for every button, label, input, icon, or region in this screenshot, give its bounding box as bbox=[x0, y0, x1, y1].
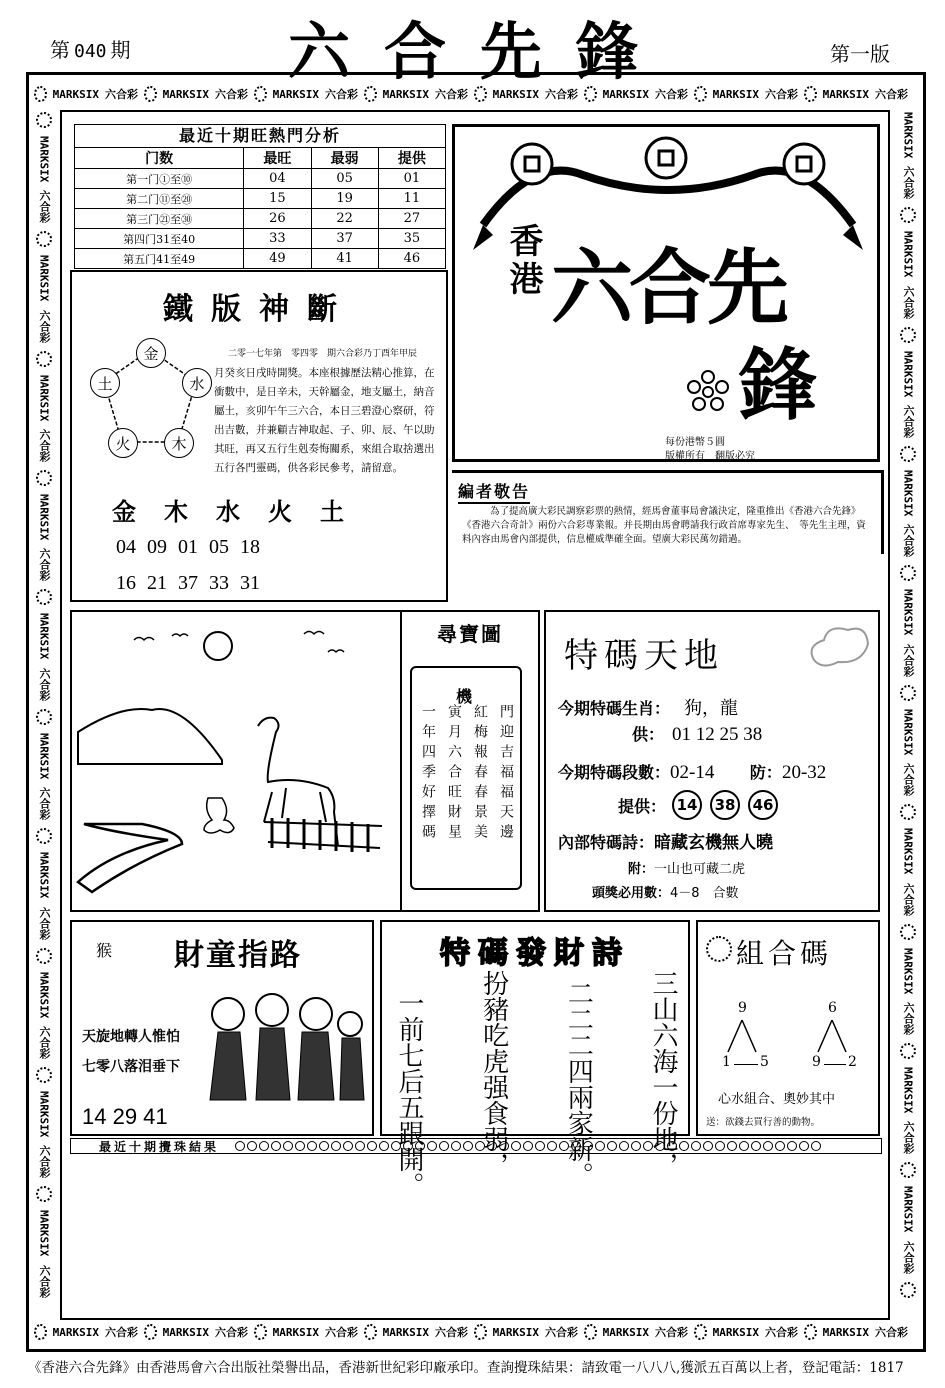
treasure-top-char: 機 bbox=[456, 687, 473, 706]
combo-note: 送：欲錢去買行善的動物。 bbox=[706, 1117, 821, 1128]
provide-row: 提供： 14 38 46 bbox=[618, 790, 786, 820]
flower-icon bbox=[36, 948, 52, 964]
flower-icon bbox=[36, 470, 52, 486]
flower-icon bbox=[36, 351, 52, 367]
offer-row: 供： 01 12 25 38 bbox=[632, 724, 763, 745]
result-circle-icon bbox=[271, 1141, 281, 1151]
result-circle-icon bbox=[715, 1141, 725, 1151]
hot-table-panel bbox=[74, 124, 446, 269]
wealth-zodiac: 猴 bbox=[96, 941, 113, 960]
segment-value: 02-14 bbox=[670, 762, 715, 783]
treasure-title: 尋寶圖 bbox=[437, 622, 503, 646]
logo-feng: 鋒 bbox=[739, 341, 818, 431]
element-fire: 火 bbox=[108, 428, 138, 458]
wealth-panel bbox=[70, 920, 374, 1136]
iron-text-line1: 二零一七年第 零四零 期六合彩乃丁酉年甲辰 bbox=[228, 349, 418, 359]
result-circle-icon bbox=[655, 1141, 665, 1151]
result-circle-icon bbox=[391, 1141, 401, 1151]
flower-icon bbox=[36, 709, 52, 725]
logo-price: 每份港幣５圓 bbox=[665, 437, 725, 448]
result-circle-icon bbox=[727, 1141, 737, 1151]
result-circle-icon bbox=[763, 1141, 773, 1151]
result-circle-icon bbox=[355, 1141, 365, 1151]
flower-icon bbox=[683, 367, 733, 417]
border-strip-right: MARKSIX 六合彩 MARKSIX 六合彩 MARKSIX 六合彩 MARKSIX 六合彩 MARKSIX 六合彩 MARKSIX 六合彩 MARKSIX 六合彩 MARKSIX 六合彩 MARKSIX 六合彩 MARKSIX 六合彩 bbox=[896, 108, 920, 1318]
logo-panel bbox=[452, 124, 880, 462]
treasure-panel bbox=[400, 610, 540, 912]
result-circle-icon bbox=[751, 1141, 761, 1151]
treasure-columns: 門迎吉福福天邊 紅梅報春春景美 寅月六合旺財星 一年四季好擇碼 bbox=[420, 704, 514, 844]
wealth-numbers: 14 29 41 bbox=[82, 1104, 168, 1129]
picture-panel bbox=[70, 610, 402, 912]
result-circle-icon bbox=[427, 1141, 437, 1151]
head-value: 4－8 合數 bbox=[670, 886, 739, 901]
element-earth: 土 bbox=[90, 368, 120, 398]
tri2-bottom-line bbox=[824, 1064, 846, 1065]
results-circles bbox=[235, 1141, 821, 1151]
tri1-bottom-line bbox=[734, 1064, 758, 1065]
flower-icon bbox=[144, 86, 157, 102]
zodiac-row: 今期特碼生肖： 狗，龍 bbox=[558, 698, 739, 719]
coin-icon bbox=[643, 135, 689, 181]
tri1-right: 5 bbox=[760, 1054, 769, 1070]
iron-text-body: 月癸亥日戌時開獎。本座根據歷法精心推算，在衝數中，是日辛未，天幹屬金，地支屬土，納音屬土，亥卯午午三六合，本日三碧澄心察研，符出吉數，并兼顧吉神取起、子、卯、辰、午以助其旺，再又五行生剋奏悔關系，來組合取捨選出五行各門靈碼，供各彩民參考，請留意。 bbox=[214, 367, 435, 474]
flower-icon bbox=[36, 589, 52, 605]
result-circle-icon bbox=[247, 1141, 257, 1151]
flower-icon bbox=[144, 1324, 157, 1340]
flower-icon bbox=[900, 804, 916, 820]
border-strip-bottom: MARKSIX 六合彩 MARKSIX 六合彩 MARKSIX 六合彩 MARKSIX 六合彩 MARKSIX 六合彩 MARKSIX 六合彩 MARKSIX 六合彩 MARKSIX 六合彩 bbox=[34, 1322, 914, 1342]
result-circle-icon bbox=[499, 1141, 509, 1151]
wealth-line2: 七零八落泪垂下 bbox=[82, 1059, 180, 1075]
wealth-line1: 天旋地轉人惟怕 bbox=[82, 1029, 180, 1045]
flower-icon bbox=[474, 86, 487, 102]
result-circle-icon bbox=[463, 1141, 473, 1151]
result-circle-icon bbox=[703, 1141, 713, 1151]
flower-icon bbox=[804, 86, 817, 102]
result-circle-icon bbox=[739, 1141, 749, 1151]
iron-title: 鐵版神斷 bbox=[163, 292, 355, 327]
flower-icon bbox=[900, 446, 916, 462]
result-circle-icon bbox=[607, 1141, 617, 1151]
iron-numbers-row1: 04 09 01 05 18 bbox=[116, 536, 260, 558]
five-elements-label: 金木水火土 bbox=[112, 498, 372, 526]
attach-value: 一山也可藏二虎 bbox=[654, 862, 746, 877]
zodiac-value: 狗，龍 bbox=[684, 698, 739, 719]
result-circle-icon bbox=[691, 1141, 701, 1151]
result-circle-icon bbox=[799, 1141, 809, 1151]
flower-icon bbox=[584, 1324, 597, 1340]
flower-icon bbox=[36, 1186, 52, 1202]
flower-icon bbox=[36, 1067, 52, 1083]
special-panel bbox=[544, 610, 880, 912]
result-circle-icon bbox=[631, 1141, 641, 1151]
special-title: 特碼天地 bbox=[564, 636, 724, 676]
combo-title: 組合碼 bbox=[736, 937, 833, 970]
attach-row: 附：一山也可藏二虎 bbox=[628, 862, 746, 877]
segment-row: 今期特碼段數：02-14 防：20-32 bbox=[558, 762, 827, 783]
coin-icon bbox=[509, 141, 555, 187]
table-row: 第二门⑪至⑳ 15 19 11 bbox=[75, 189, 446, 209]
combo-triangles bbox=[718, 1018, 868, 1060]
combo-circle-icon bbox=[706, 936, 732, 962]
result-circle-icon bbox=[367, 1141, 377, 1151]
result-circle-icon bbox=[259, 1141, 269, 1151]
table-row: 第五门41至49 49 41 46 bbox=[75, 249, 446, 269]
notice-panel bbox=[452, 470, 884, 554]
poem-value: 暗藏玄機無人曉 bbox=[654, 833, 774, 853]
border-strip-left: MARKSIX 六合彩 MARKSIX 六合彩 MARKSIX 六合彩 MARKSIX 六合彩 MARKSIX 六合彩 MARKSIX 六合彩 MARKSIX 六合彩 MARKSIX 六合彩 MARKSIX 六合彩 MARKSIX 六合彩 bbox=[32, 108, 56, 1318]
flower-icon bbox=[254, 86, 267, 102]
result-circle-icon bbox=[307, 1141, 317, 1151]
number-ball: 46 bbox=[748, 790, 778, 820]
issue-number: 040 bbox=[74, 41, 107, 62]
element-water: 水 bbox=[182, 368, 212, 398]
results-label: 最近十期攪珠結果 bbox=[99, 1139, 220, 1154]
result-circle-icon bbox=[547, 1141, 557, 1151]
offer-numbers: 01 12 25 38 bbox=[672, 724, 763, 745]
flower-icon bbox=[804, 1324, 817, 1340]
result-circle-icon bbox=[523, 1141, 533, 1151]
wealth-title: 財童指路 bbox=[174, 938, 302, 973]
table-row: 第三门㉑至㉚ 26 22 27 bbox=[75, 209, 446, 229]
result-circle-icon bbox=[511, 1141, 521, 1151]
result-circle-icon bbox=[775, 1141, 785, 1151]
hot-table-header: 门数 最旺 最弱 提供 bbox=[75, 148, 446, 169]
poem-columns: 三山六海一份地， 二二二四兩家新。 扮豬吃虎强食弱， 一前七后五跟開。 bbox=[394, 970, 678, 1198]
tri2-top: 6 bbox=[828, 1000, 837, 1016]
result-circle-icon bbox=[535, 1141, 545, 1151]
result-circle-icon bbox=[451, 1141, 461, 1151]
tri1-left: 1 bbox=[722, 1054, 731, 1070]
element-wood: 木 bbox=[164, 428, 194, 458]
tri1-top: 9 bbox=[738, 1000, 747, 1016]
iron-numbers-row2: 16 21 37 33 31 bbox=[116, 572, 260, 594]
page-title: 六合先鋒 bbox=[287, 15, 672, 88]
result-circle-icon bbox=[595, 1141, 605, 1151]
head-row: 頭獎必用數：4－8 合數 bbox=[592, 886, 739, 901]
flower-icon bbox=[34, 86, 47, 102]
results-strip bbox=[70, 1138, 882, 1154]
result-circle-icon bbox=[583, 1141, 593, 1151]
hot-table-title: 最近十期旺熱門分析 bbox=[74, 124, 446, 147]
result-circle-icon bbox=[379, 1141, 389, 1151]
edition-label: 第一版 bbox=[830, 42, 890, 66]
combo-panel bbox=[696, 920, 880, 1136]
notice-body: 為了提高廣大彩民調察彩票的熱情，經馬會董事局會議決定，隆重推出《香港六合先鋒》《香港六合奇計》兩份六合彩專業報。并長期由馬會聘請我行政首席專家先生、 等先生主理，資料內容由馬會內部提供，信息權威準確全面。望廣大彩民萬勿錯過。 bbox=[462, 506, 866, 545]
flower-icon bbox=[364, 86, 377, 102]
result-circle-icon bbox=[415, 1141, 425, 1151]
iron-panel bbox=[70, 270, 448, 602]
result-circle-icon bbox=[403, 1141, 413, 1151]
logo-hk: 香港 bbox=[503, 223, 543, 299]
result-circle-icon bbox=[331, 1141, 341, 1151]
flower-icon bbox=[900, 207, 916, 223]
landscape-illustration bbox=[72, 612, 400, 910]
tri2-right: 2 bbox=[848, 1054, 857, 1070]
issue-label: 第 040 期 bbox=[50, 38, 131, 62]
flower-icon bbox=[900, 327, 916, 343]
result-circle-icon bbox=[343, 1141, 353, 1151]
number-ball: 14 bbox=[672, 790, 702, 820]
flower-icon bbox=[36, 828, 52, 844]
result-circle-icon bbox=[787, 1141, 797, 1151]
children-illustration bbox=[200, 992, 368, 1102]
result-circle-icon bbox=[475, 1141, 485, 1151]
flower-icon bbox=[34, 1324, 47, 1340]
table-row: 第四门31至40 33 37 35 bbox=[75, 229, 446, 249]
flower-icon bbox=[694, 1324, 707, 1340]
result-circle-icon bbox=[559, 1141, 569, 1151]
logo-copyright: 版權所有 翻版必究 bbox=[665, 451, 755, 462]
flower-icon bbox=[694, 86, 707, 102]
result-circle-icon bbox=[235, 1141, 245, 1151]
flower-icon bbox=[900, 1282, 916, 1298]
flower-icon bbox=[900, 1043, 916, 1059]
hot-table bbox=[74, 147, 446, 269]
tri2-left: 9 bbox=[812, 1054, 821, 1070]
poem-title: 特碼發財詩 bbox=[440, 936, 630, 971]
flower-icon bbox=[474, 1324, 487, 1340]
result-circle-icon bbox=[643, 1141, 653, 1151]
flower-icon bbox=[900, 924, 916, 940]
result-circle-icon bbox=[811, 1141, 821, 1151]
guard-value: 20-32 bbox=[781, 762, 827, 783]
border-strip-top: MARKSIX 六合彩 MARKSIX 六合彩 MARKSIX 六合彩 MARKSIX 六合彩 MARKSIX 六合彩 MARKSIX 六合彩 MARKSIX 六合彩 MARKSIX 六合彩 bbox=[34, 84, 914, 104]
notice-title: 編者敬告 bbox=[458, 479, 530, 504]
coin-icon bbox=[781, 141, 827, 187]
element-metal: 金 bbox=[136, 338, 166, 368]
flower-icon bbox=[36, 231, 52, 247]
flower-icon bbox=[36, 112, 52, 128]
result-circle-icon bbox=[619, 1141, 629, 1151]
footer-text: 《香港六合先鋒》由香港馬會六合出版社榮譽出品，香港新世紀彩印廠承印。查詢攪珠結果：請致電一八八八,獲派五百萬以上者，登記電話：1817 bbox=[28, 1360, 904, 1376]
combo-line: 心水組合、奧妙其中 bbox=[718, 1092, 836, 1107]
result-circle-icon bbox=[487, 1141, 497, 1151]
flower-icon bbox=[900, 685, 916, 701]
flower-icon bbox=[584, 86, 597, 102]
number-ball: 38 bbox=[710, 790, 740, 820]
result-circle-icon bbox=[571, 1141, 581, 1151]
flower-icon bbox=[900, 565, 916, 581]
result-circle-icon bbox=[667, 1141, 677, 1151]
table-row: 第一门①至⑩ 04 05 01 bbox=[75, 169, 446, 189]
result-circle-icon bbox=[295, 1141, 305, 1151]
result-circle-icon bbox=[679, 1141, 689, 1151]
result-circle-icon bbox=[283, 1141, 293, 1151]
flower-icon bbox=[254, 1324, 267, 1340]
flower-icon bbox=[900, 1162, 916, 1178]
result-circle-icon bbox=[319, 1141, 329, 1151]
result-circle-icon bbox=[439, 1141, 449, 1151]
poem-row: 內部特碼詩：暗藏玄機無人曉 bbox=[558, 833, 774, 853]
flower-icon bbox=[364, 1324, 377, 1340]
poem-panel bbox=[380, 920, 690, 1198]
logo-main: 六合先 bbox=[551, 241, 786, 336]
cloud-icon bbox=[804, 620, 870, 674]
